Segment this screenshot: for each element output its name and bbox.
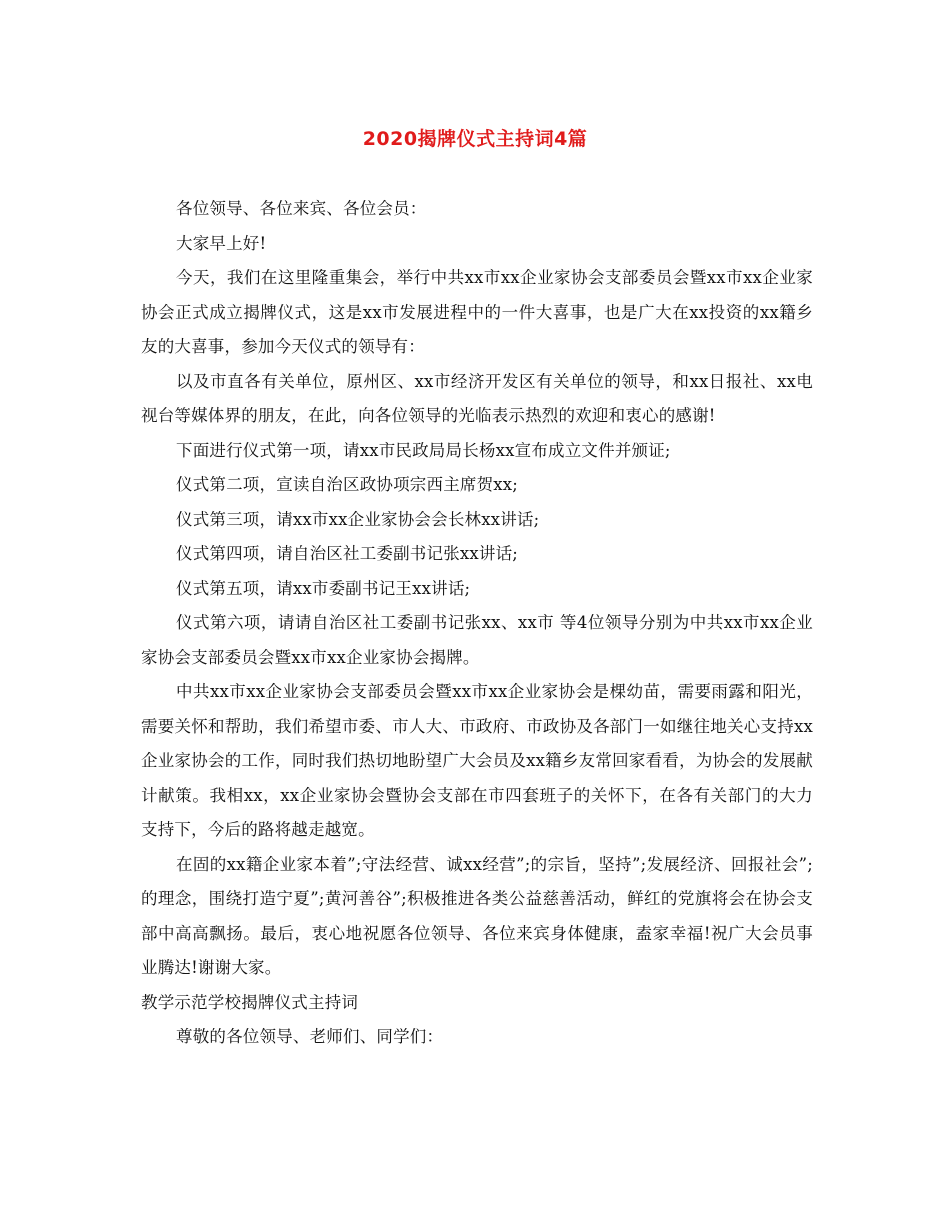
paragraph: 中共xx市xx企业家协会支部委员会暨xx市xx企业家协会是棵幼苗，需要雨露和阳光，需要关怀和帮助，我们希望市委、市人大、市政府、市政协及各部门一如继往地关心支持xx企业家协会的工作，同时我们热切地盼望广大会员及xx籍乡友常回家看看，为协会的发展献计献策。我相xx，xx企业家协会暨协会支部在市四套班子的关怀下，在各有关部门的大力支持下，今后的路将越走越宽。	[141, 682, 813, 839]
document-body	[141, 192, 813, 1055]
paragraph: 仪式第三项，请xx市xx企业家协会会长林xx讲话;	[176, 509, 540, 529]
paragraph: 仪式第二项，宣读自治区政协项宗西主席贺xx;	[176, 475, 519, 494]
paragraph: 以及市直各有关单位，原州区、xx市经济开发区有关单位的领导，和xx日报社、xx电视台等媒体界的朋友，在此，向各位领导的光临表示热烈的欢迎和衷心的感谢!	[141, 371, 813, 425]
paragraph: 仪式第五项，请xx市委副书记王xx讲话;	[176, 578, 471, 598]
paragraph: 仪式第四项，请自治区社工委副书记张xx讲话;	[176, 544, 519, 563]
document-title: 2020揭牌仪式主持词4篇	[362, 128, 588, 150]
paragraph: 尊敬的各位领导、老师们、同学们：	[176, 1027, 444, 1046]
paragraph: 在固的xx籍企业家本着”;守法经营、诚xx经营”;的宗旨，坚持”;发展经济、回报社会”;的理念，围绕打造宁夏”;黄河善谷”;积极推进各类公益慈善活动，鲜红的党旗将会在协会支部中高高飘扬。最后，衷心地祝愿各位领导、各位来宾身体健康，盍家幸福!祝广大会员事业腾达!谢谢大家。	[141, 854, 813, 977]
section-heading: 教学示范学校揭牌仪式主持词	[141, 992, 359, 1012]
paragraph: 下面进行仪式第一项，请xx市民政局局长杨xx宣布成立文件并颁证;	[176, 440, 671, 460]
paragraph: 今天，我们在这里隆重集会，举行中共xx市xx企业家协会支部委员会暨xx市xx企业家协会正式成立揭牌仪式，这是xx市发展进程中的一件大喜事，也是广大在xx投资的xx籍乡友的大喜事，参加今天仪式的领导有：	[141, 268, 813, 356]
paragraph: 仪式第六项，请请自治区社工委副书记张xx、xx市 等4位领导分别为中共xx市xx企业家协会支部委员会暨xx市xx企业家协会揭牌。	[141, 613, 813, 667]
paragraph: 大家早上好!	[176, 233, 267, 253]
paragraph: 各位领导、各位来宾、各位会员：	[176, 199, 427, 218]
